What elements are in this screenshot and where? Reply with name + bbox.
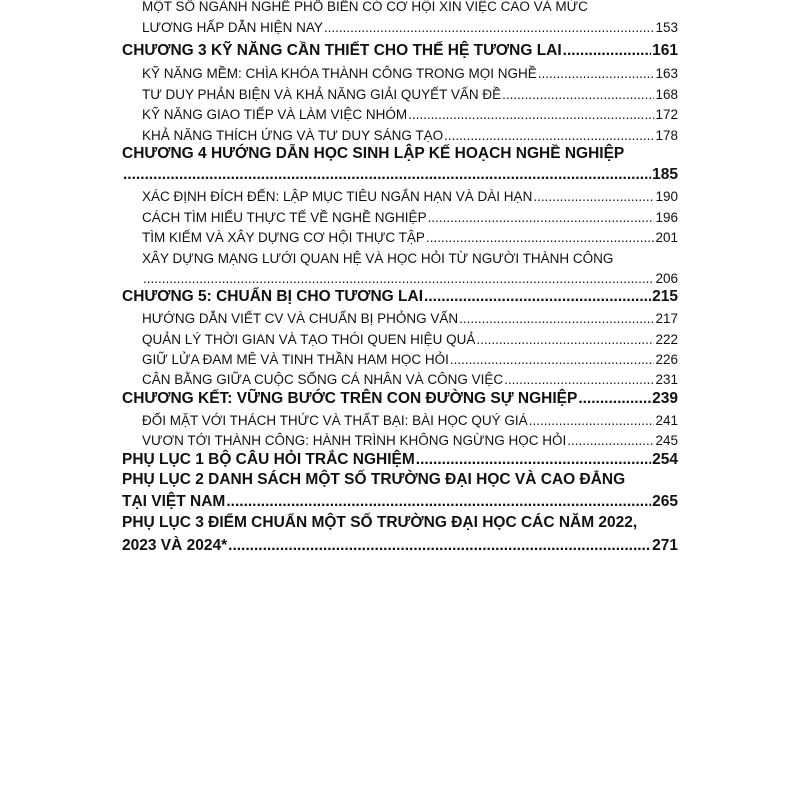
toc-page-number: 185 [652, 166, 678, 183]
dot-leader [504, 369, 654, 390]
dot-leader [450, 349, 655, 370]
toc-page-number: 254 [652, 451, 678, 468]
toc-section-line [142, 17, 678, 38]
toc-chapter-line [122, 535, 678, 557]
toc-entry-title: QUẢN LÝ THỜI GIAN VÀ TẠO THÓI QUEN HIỆU QUẢ [142, 332, 476, 347]
toc-page-number: 153 [655, 20, 678, 35]
toc-page-number: 215 [652, 288, 678, 305]
toc-page-number: 190 [655, 189, 678, 204]
toc-entry-title: CÁCH TÌM HIỂU THỰC TẾ VỀ NGHỀ NGHIỆP [142, 210, 427, 225]
toc-page-number: 239 [652, 390, 678, 407]
dot-leader [424, 286, 651, 308]
toc-entry-title: ĐỐI MẶT VỚI THÁCH THỨC VÀ THẤT BẠI: BÀI HỌC QUÝ GIÁ [142, 413, 528, 428]
toc-page-number: 168 [655, 87, 678, 102]
toc-section-line [142, 0, 678, 17]
toc-entry-title: TẠI VIỆT NAM [122, 493, 226, 510]
toc-entry-title: KỸ NĂNG MỀM: CHÌA KHÓA THÀNH CÔNG TRONG MỌI NGHỀ [142, 66, 537, 81]
toc-page-number: 245 [655, 433, 678, 448]
dot-leader [533, 186, 654, 207]
toc-entry-title: TÌM KIẾM VÀ XÂY DỰNG CƠ HỘI THỰC TẬP [142, 230, 425, 245]
toc-entry-title: KHẢ NĂNG THÍCH ỨNG VÀ TƯ DUY SÁNG TẠO [142, 128, 444, 143]
dot-leader [228, 535, 651, 557]
toc-entry-title: HƯỚNG DẪN VIẾT CV VÀ CHUẨN BỊ PHỎNG VẤN [142, 311, 459, 326]
toc-chapter-line [122, 449, 678, 471]
toc-page-number: 217 [655, 311, 678, 326]
toc-entry-title: XÁC ĐỊNH ĐÍCH ĐẾN: LẬP MỤC TIÊU NGẮN HẠN VÀ DÀI HẠN [142, 189, 533, 204]
toc-chapter-line [122, 286, 678, 308]
toc-page-number: 163 [655, 66, 678, 81]
toc-chapter-line [122, 143, 678, 165]
toc-section-line [142, 308, 678, 329]
dot-leader [428, 207, 655, 228]
dot-leader [529, 410, 655, 431]
dot-leader [578, 388, 651, 410]
toc-entry-title: KỸ NĂNG GIAO TIẾP VÀ LÀM VIỆC NHÓM [142, 107, 408, 122]
toc-section-line [142, 369, 678, 390]
toc-entry-title: CHƯƠNG KẾT: VỮNG BƯỚC TRÊN CON ĐƯỜNG SỰ NGHIỆP [122, 390, 578, 407]
toc-chapter-line [122, 469, 678, 491]
toc-entry-title: VƯƠN TỚI THÀNH CÔNG: HÀNH TRÌNH KHÔNG NGỪNG HỌC HỎI [142, 433, 567, 448]
toc-entry-title: GIỮ LỬA ĐAM MÊ VÀ TINH THẦN HAM HỌC HỎI [142, 352, 449, 367]
toc-chapter-line [122, 40, 678, 62]
toc-section-line [142, 63, 678, 84]
toc-section-line [142, 227, 678, 248]
toc-section-line [142, 329, 678, 350]
toc-chapter-line [122, 164, 678, 186]
toc-page-number: 241 [655, 413, 678, 428]
toc-page-number: 206 [655, 271, 678, 286]
toc-entry-title: MỘT SỐ NGÀNH NGHỀ PHỔ BIẾN CÓ CƠ HỘI XIN VIỆC CAO VÀ MỨC [142, 0, 588, 14]
dot-leader [226, 491, 651, 513]
dot-leader [416, 449, 651, 471]
toc-page-number: 178 [655, 128, 678, 143]
dot-leader [123, 164, 651, 186]
toc-entry-title: CHƯƠNG 5: CHUẨN BỊ CHO TƯƠNG LAI [122, 288, 424, 305]
dot-leader [476, 329, 654, 350]
toc-section-line [142, 248, 678, 269]
toc-chapter-line [122, 491, 678, 513]
toc-page-number: 231 [655, 372, 678, 387]
toc-section-line [142, 430, 678, 451]
toc-entry-title: LƯƠNG HẤP DẪN HIỆN NAY [142, 20, 323, 35]
toc-entry-title: CHƯƠNG 4 HƯỚNG DẪN HỌC SINH LẬP KẾ HOẠCH NGHỀ NGHIỆP [122, 145, 625, 162]
dot-leader [502, 84, 654, 105]
dot-leader [324, 17, 655, 38]
toc-page-number: 265 [652, 493, 678, 510]
dot-leader [567, 430, 654, 451]
toc-entry-title: TƯ DUY PHẢN BIỆN VÀ KHẢ NĂNG GIẢI QUYẾT VẤN ĐỀ [142, 87, 502, 102]
toc-entry-title: XÂY DỰNG MẠNG LƯỚI QUAN HỆ VÀ HỌC HỎI TỪ NGƯỜI THÀNH CÔNG [142, 251, 614, 266]
toc-entry-title: 2023 VÀ 2024* [122, 537, 228, 554]
toc-entry-title: PHỤ LỤC 1 BỘ CÂU HỎI TRẮC NGHIỆM [122, 451, 415, 468]
toc-section-line [142, 207, 678, 228]
toc-entry-title: CÂN BẰNG GIỮA CUỘC SỐNG CÁ NHÂN VÀ CÔNG VIỆC [142, 372, 504, 387]
toc-entry-title: CHƯƠNG 3 KỸ NĂNG CẦN THIẾT CHO THẾ HỆ TƯƠNG LAI [122, 42, 562, 59]
toc-page-number: 271 [652, 537, 678, 554]
toc-entry-title: PHỤ LỤC 2 DANH SÁCH MỘT SỐ TRƯỜNG ĐẠI HỌC VÀ CAO ĐẲNG [122, 471, 626, 488]
toc-chapter-line [122, 512, 678, 534]
toc-section-line [142, 186, 678, 207]
dot-leader [408, 104, 654, 125]
toc-section-line [142, 104, 678, 125]
toc-page-number: 161 [652, 42, 678, 59]
toc-section-line [142, 349, 678, 370]
toc-chapter-line [122, 388, 678, 410]
toc-page-number: 201 [655, 230, 678, 245]
toc-page-number: 196 [655, 210, 678, 225]
toc-entry-title: PHỤ LỤC 3 ĐIỂM CHUẨN MỘT SỐ TRƯỜNG ĐẠI HỌC CÁC NĂM 2022, [122, 514, 638, 531]
dot-leader [538, 63, 655, 84]
toc-section-line [142, 410, 678, 431]
dot-leader [563, 40, 651, 62]
toc-section-line [142, 84, 678, 105]
dot-leader [426, 227, 655, 248]
toc-page-number: 222 [655, 332, 678, 347]
toc-page-number: 226 [655, 352, 678, 367]
dot-leader [459, 308, 654, 329]
toc-page-number: 172 [655, 107, 678, 122]
